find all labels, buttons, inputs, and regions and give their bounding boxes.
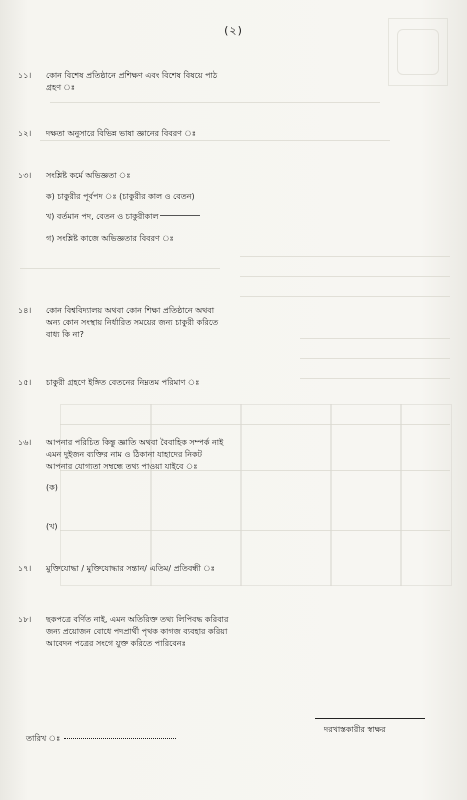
date-row bbox=[26, 733, 176, 746]
question-text: মুক্তিযোদ্ধা / মুক্তিযোদ্ধার সন্তান/ এতিম/ প্রতিবন্ধী ঃ bbox=[46, 564, 215, 573]
show-through-rule bbox=[20, 268, 220, 269]
q13-item-label: খ) বর্তমান পদ, বেতন ও চাকুরীকাল bbox=[46, 212, 159, 221]
question-text: কোন বিশ্ববিদ্যালয় অথবা কোন শিক্ষা প্রতিষ্ঠানে অথবা অন্য কোন সংস্থায় নির্ধারিত সময়ের জন্য চাকুরী করিতে বাধ্য কি না? bbox=[46, 306, 219, 339]
show-through-column bbox=[240, 404, 242, 586]
show-through-rule bbox=[60, 424, 450, 425]
show-through-column bbox=[400, 404, 402, 586]
date-label: তারিখ ঃ bbox=[26, 734, 61, 743]
question-14 bbox=[18, 305, 438, 343]
question-text: দক্ষতা অনুসারে বিভিন্ন ভাষা জ্ঞানের বিবরণ ঃ bbox=[46, 129, 196, 138]
question-18 bbox=[18, 614, 438, 652]
question-text: কোন বিশেষ প্রতিষ্ঠানে প্রশিক্ষণ এবং বিশেষ বিষয়ে পাঠ গ্রহণ ঃ bbox=[46, 71, 218, 92]
show-through-rule bbox=[240, 296, 450, 297]
show-through-table bbox=[60, 404, 452, 586]
question-13 bbox=[18, 170, 438, 184]
q16-item-ka: (ক) bbox=[46, 483, 58, 492]
question-number: ১৭। bbox=[18, 564, 32, 573]
question-12 bbox=[18, 128, 438, 142]
q13-item-label: ক) চাকুরীর পূর্বপদ ঃ (চাকুরীর কাল ও বেতন) bbox=[46, 192, 195, 201]
show-through-column bbox=[330, 404, 332, 586]
show-through-rule bbox=[300, 358, 450, 359]
show-through-rule bbox=[240, 256, 450, 257]
question-number: ১৩। bbox=[18, 171, 32, 180]
question-text: আপনার পরিচিত কিন্তু জ্ঞাতি অথবা বৈবাহিক সম্পর্ক নাই এমন দুইজন ব্যক্তির নাম ও ঠিকানা যাহাদের নিকট আপনার যোগ্যতা সম্বন্ধে তথ্য পাওয়া যাইবে ঃ bbox=[46, 438, 224, 471]
show-through-rule bbox=[50, 102, 380, 103]
show-through-column bbox=[150, 404, 152, 586]
q13-item-underline bbox=[160, 215, 200, 216]
question-number: ১২। bbox=[18, 129, 32, 138]
page-number: (২) bbox=[224, 24, 243, 37]
question-text: ছকপত্রে বর্ণিত নাই, এমন অতিরিক্ত তথ্য লিপিবদ্ধ করিবার জন্য প্রয়োজন বোধে পদপ্রার্থী পৃথক কাগজ ব্যবহার করিয়া আবেদন পত্রের সংগে যুক্ত করিতে পারিবেনঃ bbox=[46, 615, 229, 648]
question-17 bbox=[18, 563, 438, 577]
question-number: ১১। bbox=[18, 71, 32, 80]
q13-item-current-post bbox=[46, 211, 200, 223]
q13-item-previous-post bbox=[46, 191, 195, 203]
show-through-rule bbox=[240, 276, 450, 277]
date-field[interactable] bbox=[64, 738, 176, 739]
question-text: সংশ্লিষ্ট কর্মে অভিজ্ঞতা ঃ bbox=[46, 171, 131, 180]
q16-item-kha: (খ) bbox=[46, 522, 58, 531]
question-15 bbox=[18, 377, 438, 391]
question-number: ১৪। bbox=[18, 306, 32, 315]
question-11 bbox=[18, 70, 438, 96]
signature-label: দরখাস্তকারীর স্বাক্ষর bbox=[324, 725, 386, 734]
question-number: ১৫। bbox=[18, 378, 32, 387]
show-through-rule bbox=[60, 530, 450, 531]
question-16 bbox=[18, 437, 438, 475]
question-number: ১৮। bbox=[18, 615, 32, 624]
signature-line bbox=[315, 718, 425, 719]
question-text: চাকুরী গ্রহণে ইঙ্গিত বেতনের নিম্নতম পরিমাণ ঃ bbox=[46, 378, 200, 387]
question-number: ১৬। bbox=[18, 438, 32, 447]
q13-item-label: গ) সংশ্লিষ্ট কাজে অভিজ্ঞতার বিবরণ ঃ bbox=[46, 234, 174, 243]
q13-item-experience bbox=[46, 233, 174, 245]
